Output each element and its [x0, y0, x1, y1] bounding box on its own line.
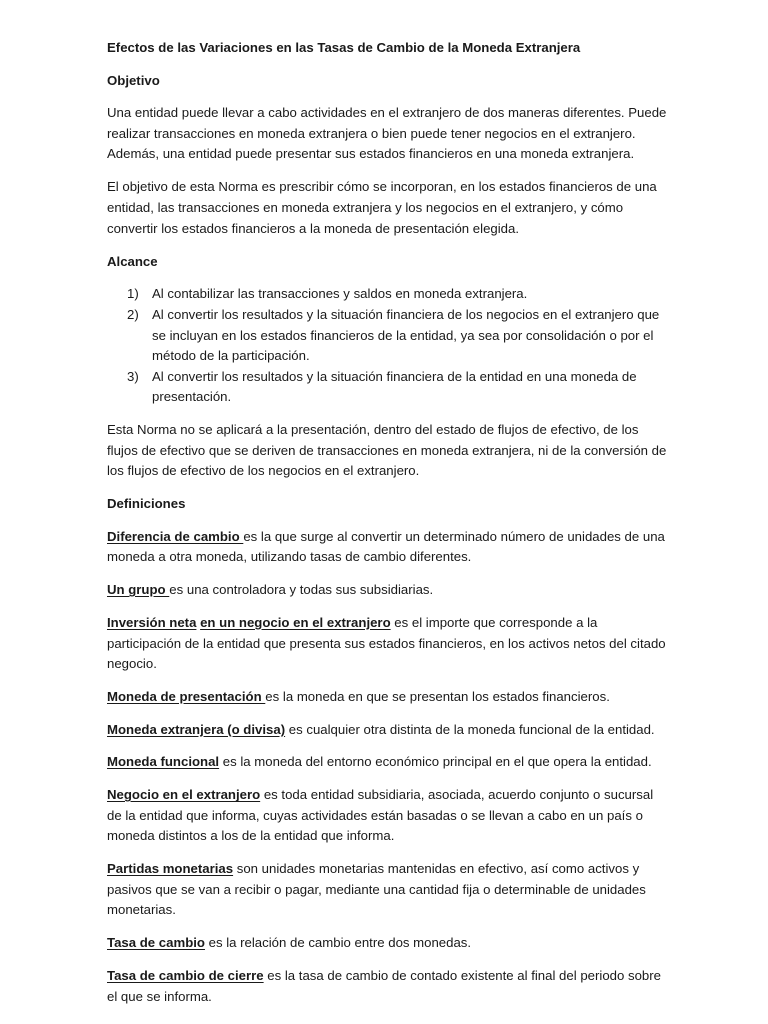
definition-item: [107, 720, 668, 741]
objective-paragraph-1: Una entidad puede llevar a cabo actividades en el extranjero de dos maneras diferentes. Puede realizar transacciones en moneda extranjera o bien puede tener negocios en el extranjero. Además, una entidad puede presentar sus estados financieros en una moneda extranjera.: [107, 105, 667, 162]
scope-list: [107, 284, 668, 408]
list-number: 2): [127, 306, 139, 322]
definition-text: es la moneda en que se presentan los estados financieros.: [265, 688, 610, 704]
scope-list-item: [107, 367, 668, 408]
scope-heading: Alcance: [107, 253, 158, 269]
list-item-text: Al convertir los resultados y la situación financiera de los negocios en el extranjero que se incluyan en los estados financieros de la entidad, ya sea por consolidación o por el método de la participación.: [152, 306, 660, 364]
definition-term: Tasa de cambio: [107, 935, 205, 951]
definition-term: Moneda de presentación: [107, 688, 266, 704]
definition-term: Moneda extranjera (o divisa): [107, 721, 286, 737]
definition-text: es la que surge al convertir un determinado número de unidades de una moneda a otra moneda, utilizando tasas de cambio diferentes.: [107, 528, 665, 565]
definition-term: Un grupo: [107, 582, 170, 598]
scope-note: Esta Norma no se aplicará a la presentación, dentro del estado de flujos de efectivo, de los flujos de efectivo que se deriven de transacciones en moneda extranjera, ni de la conversión de los flujos de efectivo de los negocios en el extranjero.: [107, 421, 667, 479]
definition-item: [107, 752, 668, 773]
definitions-heading: Definiciones: [107, 496, 186, 512]
scope-list-item: [107, 284, 668, 305]
definition-item: [107, 527, 668, 568]
list-item-text: Al convertir los resultados y la situación financiera de la entidad en una moneda de presentación.: [152, 368, 637, 405]
list-item-text: Al contabilizar las transacciones y saldos en moneda extranjera.: [152, 286, 528, 302]
list-number: 3): [127, 368, 139, 384]
definition-item: [107, 859, 668, 921]
list-number: 1): [127, 286, 139, 302]
definition-item: [107, 613, 668, 675]
scope-list-item: [107, 305, 668, 367]
definition-item: [107, 933, 668, 954]
definition-term: Tasa de cambio de cierre: [107, 967, 264, 983]
definition-text: es la tasa de cambio de contado existente al final del periodo sobre el que se informa.: [107, 967, 661, 1004]
definition-item: [107, 580, 668, 601]
objective-heading: Objetivo: [107, 72, 160, 88]
definition-text: son unidades monetarias mantenidas en efectivo, así como activos y pasivos que se van a recibir o pagar, mediante una cantidad fija o determinable de unidades monetarias.: [107, 861, 646, 918]
definition-term: Inversión neta: [107, 614, 197, 630]
definition-text: es cualquier otra distinta de la moneda funcional de la entidad.: [285, 721, 655, 737]
definition-term: Moneda funcional: [107, 754, 220, 770]
definition-item: [107, 785, 668, 847]
definition-item: [107, 966, 668, 1007]
definition-term: Partidas monetarias: [107, 861, 234, 877]
objective-paragraph-2: El objetivo de esta Norma es prescribir cómo se incorporan, en los estados financieros de una entidad, las transacciones en moneda extranjera y los negocios en el extranjero, y cómo convertir los estados financieros a la moneda de presentación elegida.: [107, 179, 657, 236]
definition-term: Diferencia de cambio: [107, 528, 244, 544]
definition-text: es toda entidad subsidiaria, asociada, acuerdo conjunto o sucursal de la entidad que informa, cuyas actividades están basadas o se llevan a cabo en un país o moneda distintos a los de la entidad que informa.: [107, 787, 654, 844]
definition-term-secondary: en un negocio en el extranjero: [200, 614, 391, 630]
definition-term: Negocio en el extranjero: [107, 787, 261, 803]
document-title: Efectos de las Variaciones en las Tasas de Cambio de la Moneda Extranjera: [107, 40, 581, 55]
definition-text: es la relación de cambio entre dos monedas.: [204, 935, 472, 951]
definition-text: es el importe que corresponde a la participación de la entidad que presenta sus estados financieros, en los activos netos del citado negocio.: [107, 614, 666, 672]
definition-text: es la moneda del entorno económico principal en el que opera la entidad.: [219, 754, 652, 770]
definition-item: [107, 687, 668, 708]
definition-text: es una controladora y todas sus subsidiarias.: [169, 582, 434, 598]
